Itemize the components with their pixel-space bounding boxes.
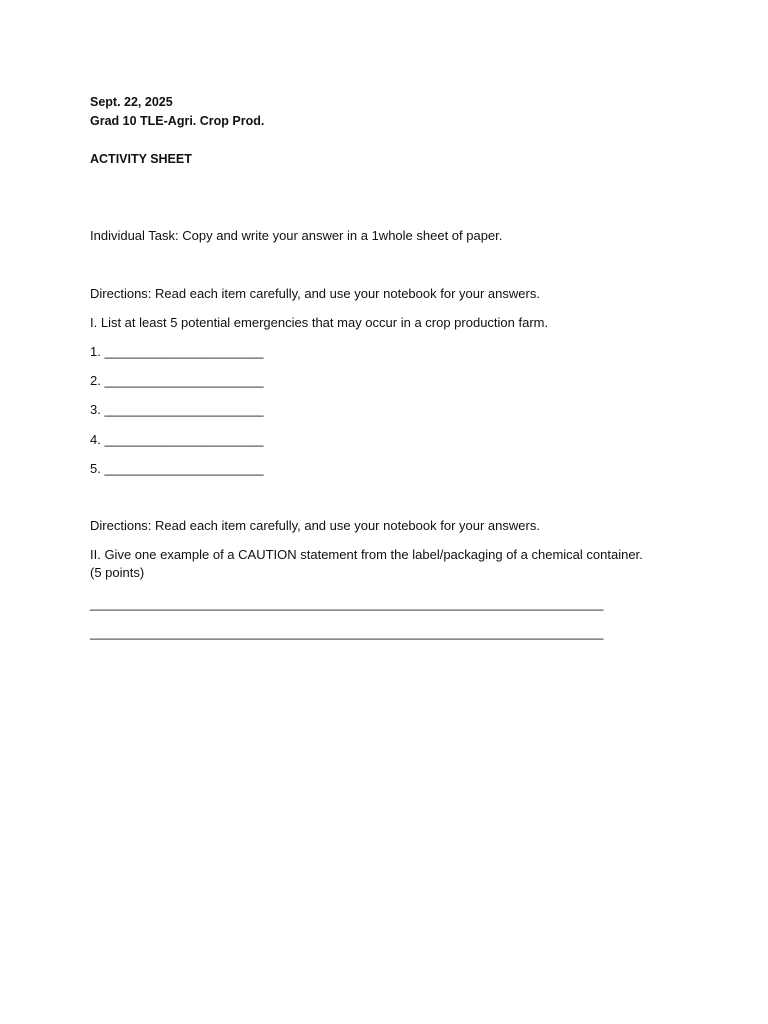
part2-directions: Directions: Read each item carefully, and use your notebook for your answers. (90, 518, 540, 533)
document-subject: Grad 10 TLE-Agri. Crop Prod. (90, 114, 265, 128)
answer-line: _______________________________________________________________________ (90, 625, 604, 640)
part2-question: II. Give one example of a CAUTION statement from the label/packaging of a chemical container. (5 points) (90, 547, 643, 580)
task-instruction: Individual Task: Copy and write your answer in a 1whole sheet of paper. (90, 228, 503, 243)
part1-question: I. List at least 5 potential emergencies that may occur in a crop production farm. (90, 315, 549, 330)
list-item: 4. ______________________ (90, 432, 264, 447)
document-date: Sept. 22, 2025 (90, 95, 173, 109)
list-item: 1. ______________________ (90, 344, 264, 359)
document-title: ACTIVITY SHEET (90, 152, 192, 166)
list-item: 2. ______________________ (90, 373, 264, 388)
list-item: 5. ______________________ (90, 461, 264, 476)
answer-line: _______________________________________________________________________ (90, 596, 604, 611)
list-item: 3. ______________________ (90, 402, 264, 417)
part1-directions: Directions: Read each item carefully, and use your notebook for your answers. (90, 286, 540, 301)
